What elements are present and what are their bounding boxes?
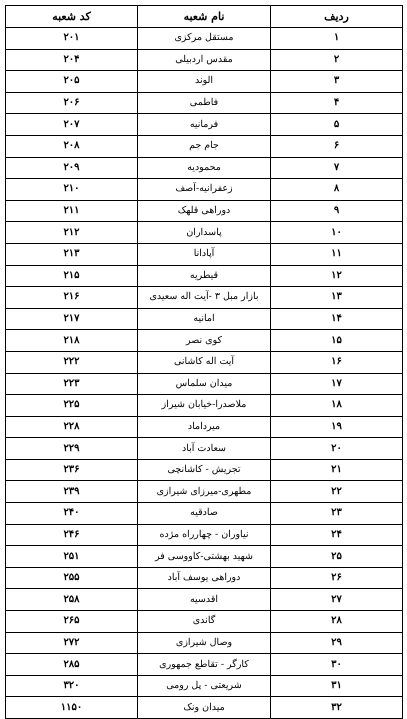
table-row <box>6 654 403 676</box>
branch-code-cell: ۲۰۸ <box>6 135 138 157</box>
branch-name-cell: مستقل مرکزی <box>138 28 271 50</box>
branch-name-cell: آپادانا <box>138 243 271 265</box>
row-index-cell: ۲۱ <box>271 459 403 481</box>
row-index-cell: ۱۵ <box>271 330 403 352</box>
row-index-cell: ۱۱ <box>271 243 403 265</box>
branch-code-cell: ۲۲۵ <box>6 395 138 417</box>
branch-code-cell: ۲۷۲ <box>6 632 138 654</box>
branch-code-cell: ۲۳۹ <box>6 481 138 503</box>
table-header-row <box>6 6 403 28</box>
table-row <box>6 481 403 503</box>
branch-name-cell: فاطمی <box>138 92 271 114</box>
branch-code-cell: ۲۰۷ <box>6 114 138 136</box>
branch-code-cell: ۲۱۲ <box>6 222 138 244</box>
table-row <box>6 697 403 719</box>
branch-code-cell: ۲۸۵ <box>6 654 138 676</box>
branch-name-cell: ملاصدرا-خیابان شیراز <box>138 395 271 417</box>
table-row <box>6 438 403 460</box>
table-row <box>6 222 403 244</box>
branch-code-cell: ۲۱۰ <box>6 179 138 201</box>
row-index-cell: ۳۱ <box>271 675 403 697</box>
table-row <box>6 524 403 546</box>
branch-code-cell: ۲۶۵ <box>6 611 138 633</box>
branch-code-cell: ۲۱۳ <box>6 243 138 265</box>
row-index-cell: ۲۷ <box>271 589 403 611</box>
branch-name-cell: محمودیه <box>138 157 271 179</box>
row-index-cell: ۱۰ <box>271 222 403 244</box>
row-index-cell: ۲ <box>271 49 403 71</box>
table-row <box>6 351 403 373</box>
table-row <box>6 416 403 438</box>
branch-name-cell: زعفرانیه-آصف <box>138 179 271 201</box>
table-row <box>6 49 403 71</box>
table-body <box>6 28 403 719</box>
branch-name-cell: مطهری-میرزای شیرازی <box>138 481 271 503</box>
branch-code-cell: ۲۰۴ <box>6 49 138 71</box>
table-row <box>6 28 403 50</box>
branch-code-cell: ۳۲۰ <box>6 675 138 697</box>
table-row <box>6 503 403 525</box>
table-row <box>6 459 403 481</box>
table-row <box>6 675 403 697</box>
row-index-cell: ۲۳ <box>271 503 403 525</box>
row-index-cell: ۷ <box>271 157 403 179</box>
branch-name-cell: جام جم <box>138 135 271 157</box>
row-index-cell: ۳۲ <box>271 697 403 719</box>
row-index-cell: ۲۴ <box>271 524 403 546</box>
table-row <box>6 287 403 309</box>
table-row <box>6 265 403 287</box>
branch-name-cell: فرمانیه <box>138 114 271 136</box>
branch-code-cell: ۲۵۵ <box>6 567 138 589</box>
row-index-cell: ۸ <box>271 179 403 201</box>
branch-code-cell: ۲۲۲ <box>6 351 138 373</box>
table-row <box>6 179 403 201</box>
branch-code-cell: ۲۲۹ <box>6 438 138 460</box>
branch-code-cell: ۲۳۶ <box>6 459 138 481</box>
branch-name-cell: اقدسیه <box>138 589 271 611</box>
row-index-cell: ۴ <box>271 92 403 114</box>
branch-code-cell: ۲۰۹ <box>6 157 138 179</box>
branch-name-cell: صادقیه <box>138 503 271 525</box>
branch-name-cell: آیت اله کاشانی <box>138 351 271 373</box>
row-index-cell: ۱۴ <box>271 308 403 330</box>
row-index-cell: ۲۰ <box>271 438 403 460</box>
table-row <box>6 546 403 568</box>
branch-name-cell: میدان سلماس <box>138 373 271 395</box>
header-code: کد شعبه <box>6 6 138 28</box>
branch-name-cell: سعادت آباد <box>138 438 271 460</box>
row-index-cell: ۹ <box>271 200 403 222</box>
table-row <box>6 92 403 114</box>
table-row <box>6 308 403 330</box>
table-row <box>6 71 403 93</box>
table-row <box>6 330 403 352</box>
branch-name-cell: بازار مبل ۳ -آیت اله سعیدی <box>138 287 271 309</box>
branch-code-cell: ۲۰۵ <box>6 71 138 93</box>
branch-name-cell: کوی نصر <box>138 330 271 352</box>
branch-code-cell: ۲۴۰ <box>6 503 138 525</box>
row-index-cell: ۱۹ <box>271 416 403 438</box>
table-row <box>6 114 403 136</box>
table-row <box>6 157 403 179</box>
branch-name-cell: قیطریه <box>138 265 271 287</box>
branch-table <box>5 5 403 719</box>
row-index-cell: ۱۲ <box>271 265 403 287</box>
table-row <box>6 243 403 265</box>
branch-code-cell: ۲۱۸ <box>6 330 138 352</box>
branch-table-container <box>5 5 402 719</box>
branch-name-cell: دوراهی قلهک <box>138 200 271 222</box>
table-row <box>6 632 403 654</box>
branch-name-cell: شریعتی - پل رومی <box>138 675 271 697</box>
header-index: ردیف <box>271 6 403 28</box>
table-row <box>6 567 403 589</box>
branch-code-cell: ۲۰۶ <box>6 92 138 114</box>
branch-code-cell: ۲۲۳ <box>6 373 138 395</box>
branch-name-cell: گاندی <box>138 611 271 633</box>
row-index-cell: ۱ <box>271 28 403 50</box>
branch-name-cell: شهید بهشتی-کاووسی فر <box>138 546 271 568</box>
branch-code-cell: ۲۱۶ <box>6 287 138 309</box>
row-index-cell: ۱۶ <box>271 351 403 373</box>
row-index-cell: ۲۸ <box>271 611 403 633</box>
table-row <box>6 200 403 222</box>
branch-code-cell: ۲۱۱ <box>6 200 138 222</box>
table-row <box>6 135 403 157</box>
branch-code-cell: ۱۱۵۰ <box>6 697 138 719</box>
branch-name-cell: مقدس اردبیلی <box>138 49 271 71</box>
branch-code-cell: ۲۱۵ <box>6 265 138 287</box>
branch-name-cell: پاسداران <box>138 222 271 244</box>
table-row <box>6 589 403 611</box>
branch-name-cell: الوند <box>138 71 271 93</box>
branch-code-cell: ۲۵۸ <box>6 589 138 611</box>
header-name: نام شعبه <box>138 6 271 28</box>
branch-name-cell: نیاوران - چهارراه مژده <box>138 524 271 546</box>
row-index-cell: ۱۷ <box>271 373 403 395</box>
row-index-cell: ۵ <box>271 114 403 136</box>
branch-code-cell: ۲۰۱ <box>6 28 138 50</box>
branch-code-cell: ۲۱۷ <box>6 308 138 330</box>
row-index-cell: ۳ <box>271 71 403 93</box>
branch-name-cell: دوراهی یوسف آباد <box>138 567 271 589</box>
branch-name-cell: میرداماد <box>138 416 271 438</box>
table-row <box>6 395 403 417</box>
branch-name-cell: تجریش - کاشانچی <box>138 459 271 481</box>
branch-code-cell: ۲۲۸ <box>6 416 138 438</box>
branch-name-cell: کارگر - تقاطع جمهوری <box>138 654 271 676</box>
row-index-cell: ۲۲ <box>271 481 403 503</box>
row-index-cell: ۲۵ <box>271 546 403 568</box>
row-index-cell: ۶ <box>271 135 403 157</box>
table-row <box>6 611 403 633</box>
branch-name-cell: امانیه <box>138 308 271 330</box>
row-index-cell: ۲۶ <box>271 567 403 589</box>
branch-name-cell: میدان ونک <box>138 697 271 719</box>
branch-name-cell: وصال شیرازی <box>138 632 271 654</box>
row-index-cell: ۱۸ <box>271 395 403 417</box>
row-index-cell: ۲۹ <box>271 632 403 654</box>
row-index-cell: ۱۳ <box>271 287 403 309</box>
table-row <box>6 373 403 395</box>
branch-code-cell: ۲۵۱ <box>6 546 138 568</box>
branch-code-cell: ۲۴۶ <box>6 524 138 546</box>
row-index-cell: ۳۰ <box>271 654 403 676</box>
